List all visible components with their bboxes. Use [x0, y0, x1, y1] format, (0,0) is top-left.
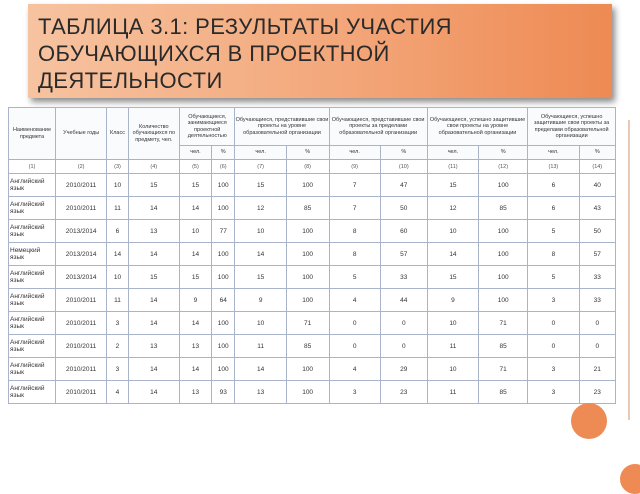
table-row: [9, 197, 616, 220]
column-number: (1): [9, 160, 56, 174]
table-cell: 8: [528, 243, 579, 266]
table-cell: 100: [286, 266, 329, 289]
unit-percent: %: [211, 146, 235, 160]
decorative-line: [628, 120, 630, 420]
table-cell: 11: [107, 197, 128, 220]
table-cell: 100: [211, 197, 235, 220]
cell-subject: Английский язык: [9, 335, 56, 358]
table-cell: 85: [479, 197, 528, 220]
table-cell: 6: [528, 174, 579, 197]
table-cell: 100: [286, 289, 329, 312]
column-number: (7): [235, 160, 286, 174]
table-cell: 14: [179, 197, 211, 220]
cell-subject: Немецкий язык: [9, 243, 56, 266]
table-body: [9, 174, 616, 404]
table-cell: 0: [380, 312, 427, 335]
table-cell: 10: [235, 220, 286, 243]
table-row: [9, 266, 616, 289]
table-cell: 10: [179, 220, 211, 243]
table-cell: 93: [211, 381, 235, 404]
unit-people: чел.: [179, 146, 211, 160]
table-cell: 100: [286, 243, 329, 266]
table-cell: 100: [479, 243, 528, 266]
table-cell: 10: [427, 358, 478, 381]
table-cell: 10: [235, 312, 286, 335]
table-cell: 100: [479, 289, 528, 312]
table-cell: 10: [107, 266, 128, 289]
table-cell: 33: [579, 289, 615, 312]
cell-subject: Английский язык: [9, 220, 56, 243]
column-number: (14): [579, 160, 615, 174]
table-cell: 0: [329, 312, 380, 335]
table-cell: 8: [329, 220, 380, 243]
table-cell: 100: [211, 312, 235, 335]
table-cell: 13: [235, 381, 286, 404]
table-cell: 14: [179, 358, 211, 381]
table-cell: 0: [528, 335, 579, 358]
table-cell: 11: [427, 381, 478, 404]
table-cell: 5: [528, 220, 579, 243]
table-cell: 33: [380, 266, 427, 289]
table-cell: 77: [211, 220, 235, 243]
table-cell: 71: [479, 312, 528, 335]
table-cell: 43: [579, 197, 615, 220]
table-cell: 3: [528, 381, 579, 404]
table-cell: 100: [211, 266, 235, 289]
cell-year: 2010/2011: [56, 289, 107, 312]
header-students: Количество обучающихся по предмету, чел.: [128, 108, 179, 160]
table-cell: 13: [128, 220, 179, 243]
table-cell: 15: [235, 266, 286, 289]
table-cell: 100: [479, 174, 528, 197]
table-cell: 15: [179, 174, 211, 197]
table-cell: 57: [579, 243, 615, 266]
table-cell: 3: [107, 358, 128, 381]
column-number: (12): [479, 160, 528, 174]
table-cell: 3: [528, 289, 579, 312]
header-class: Класс: [107, 108, 128, 160]
header-school: Обучающиеся, представившие свои проекты на уровне образовательной организации: [235, 108, 329, 146]
unit-people: чел.: [329, 146, 380, 160]
table-cell: 50: [380, 197, 427, 220]
table-cell: 14: [235, 358, 286, 381]
column-number: (6): [211, 160, 235, 174]
table-cell: 6: [107, 220, 128, 243]
table-cell: 14: [235, 243, 286, 266]
table-cell: 7: [329, 197, 380, 220]
table-cell: 9: [179, 289, 211, 312]
cell-year: 2013/2014: [56, 220, 107, 243]
table-cell: 100: [211, 243, 235, 266]
table-cell: 23: [380, 381, 427, 404]
cell-subject: Английский язык: [9, 312, 56, 335]
table-cell: 11: [427, 335, 478, 358]
table-cell: 12: [235, 197, 286, 220]
table-cell: 3: [107, 312, 128, 335]
table-cell: 50: [579, 220, 615, 243]
table-cell: 10: [427, 220, 478, 243]
table-cell: 44: [380, 289, 427, 312]
table-cell: 71: [286, 312, 329, 335]
table-cell: 100: [211, 174, 235, 197]
column-number: (13): [528, 160, 579, 174]
cell-year: 2013/2014: [56, 243, 107, 266]
column-number: (2): [56, 160, 107, 174]
table-cell: 11: [235, 335, 286, 358]
column-number: (4): [128, 160, 179, 174]
header-district: Обучающиеся, представившие свои проекты за пределами образовательной организации: [329, 108, 427, 146]
table-cell: 8: [329, 243, 380, 266]
table-cell: 7: [329, 174, 380, 197]
table-cell: 5: [329, 266, 380, 289]
table-cell: 71: [479, 358, 528, 381]
table-cell: 100: [286, 220, 329, 243]
table-cell: 14: [128, 197, 179, 220]
unit-people: чел.: [528, 146, 579, 160]
table-cell: 0: [579, 335, 615, 358]
unit-percent: %: [479, 146, 528, 160]
table-cell: 15: [128, 174, 179, 197]
cell-year: 2010/2011: [56, 197, 107, 220]
column-number: (3): [107, 160, 128, 174]
table-cell: 15: [179, 266, 211, 289]
column-number: (11): [427, 160, 478, 174]
table-cell: 4: [329, 358, 380, 381]
table-cell: 14: [128, 289, 179, 312]
table-cell: 85: [286, 197, 329, 220]
table-cell: 21: [579, 358, 615, 381]
table-cell: 0: [329, 335, 380, 358]
header-defended-out: Обучающиеся, успешно защитившие свои проекты за пределами образовательной организации: [528, 108, 616, 146]
table-row: [9, 358, 616, 381]
table-cell: 5: [528, 266, 579, 289]
cell-subject: Английский язык: [9, 381, 56, 404]
table-cell: 13: [179, 335, 211, 358]
table-cell: 14: [128, 358, 179, 381]
table-cell: 13: [128, 335, 179, 358]
table-cell: 14: [427, 243, 478, 266]
table-row: [9, 243, 616, 266]
cell-subject: Английский язык: [9, 197, 56, 220]
decorative-circle: [620, 464, 640, 494]
table-cell: 14: [128, 312, 179, 335]
table-cell: 14: [128, 243, 179, 266]
table-cell: 100: [211, 335, 235, 358]
title-line-3: ДЕЯТЕЛЬНОСТИ: [38, 68, 223, 93]
table-cell: 9: [427, 289, 478, 312]
table-cell: 14: [179, 243, 211, 266]
table-cell: 6: [528, 197, 579, 220]
table-cell: 0: [380, 335, 427, 358]
results-table: [8, 107, 616, 404]
cell-year: 2010/2011: [56, 312, 107, 335]
table-cell: 100: [479, 220, 528, 243]
column-number: (8): [286, 160, 329, 174]
cell-year: 2013/2014: [56, 266, 107, 289]
unit-people: чел.: [235, 146, 286, 160]
table-row: [9, 174, 616, 197]
table-cell: 13: [179, 381, 211, 404]
cell-year: 2010/2011: [56, 335, 107, 358]
title-line-2: ОБУЧАЮЩИХСЯ В ПРОЕКТНОЙ: [38, 41, 390, 66]
cell-subject: Английский язык: [9, 266, 56, 289]
table-cell: 85: [286, 335, 329, 358]
table-cell: 15: [235, 174, 286, 197]
column-number: (5): [179, 160, 211, 174]
cell-subject: Английский язык: [9, 174, 56, 197]
table-row: [9, 335, 616, 358]
table-row: [9, 312, 616, 335]
table-cell: 14: [179, 312, 211, 335]
cell-year: 2010/2011: [56, 358, 107, 381]
table-cell: 4: [329, 289, 380, 312]
table-cell: 33: [579, 266, 615, 289]
cell-subject: Английский язык: [9, 289, 56, 312]
table-cell: 57: [380, 243, 427, 266]
table-cell: 100: [211, 358, 235, 381]
table-cell: 10: [107, 174, 128, 197]
table-cell: 47: [380, 174, 427, 197]
table-cell: 85: [479, 381, 528, 404]
table-cell: 15: [427, 266, 478, 289]
table-cell: 10: [427, 312, 478, 335]
table-cell: 60: [380, 220, 427, 243]
column-number: (9): [329, 160, 380, 174]
results-table-container: [8, 107, 616, 410]
table-cell: 0: [528, 312, 579, 335]
table-cell: 11: [107, 289, 128, 312]
table-cell: 85: [479, 335, 528, 358]
table-cell: 0: [579, 312, 615, 335]
table-cell: 15: [427, 174, 478, 197]
table-cell: 14: [107, 243, 128, 266]
header-engaged: Обучающиеся, занимающиеся проектной деятельностью: [179, 108, 235, 146]
table-cell: 29: [380, 358, 427, 381]
table-cell: 100: [479, 266, 528, 289]
table-cell: 2: [107, 335, 128, 358]
cell-year: 2010/2011: [56, 381, 107, 404]
table-cell: 15: [128, 266, 179, 289]
table-cell: 100: [286, 358, 329, 381]
table-cell: 3: [329, 381, 380, 404]
cell-subject: Английский язык: [9, 358, 56, 381]
cell-year: 2010/2011: [56, 174, 107, 197]
table-cell: 14: [128, 381, 179, 404]
title-line-1: ТАБЛИЦА 3.1: РЕЗУЛЬТАТЫ УЧАСТИЯ: [38, 14, 452, 39]
column-number: (10): [380, 160, 427, 174]
decorative-circle: [571, 403, 607, 439]
table-cell: 12: [427, 197, 478, 220]
table-cell: 64: [211, 289, 235, 312]
header-defended-in: Обучающиеся, успешно защитившие свои проекты на уровне образовательной организации: [427, 108, 527, 146]
table-cell: 40: [579, 174, 615, 197]
table-cell: 9: [235, 289, 286, 312]
table-cell: 4: [107, 381, 128, 404]
table-row: [9, 220, 616, 243]
header-year: Учебные годы: [56, 108, 107, 160]
table-row: [9, 289, 616, 312]
unit-people: чел.: [427, 146, 478, 160]
unit-percent: %: [286, 146, 329, 160]
unit-percent: %: [579, 146, 615, 160]
table-row: [9, 381, 616, 404]
unit-percent: %: [380, 146, 427, 160]
table-cell: 100: [286, 381, 329, 404]
header-subject: Наименование предмета: [9, 108, 56, 160]
table-cell: 3: [528, 358, 579, 381]
table-cell: 100: [286, 174, 329, 197]
table-cell: 23: [579, 381, 615, 404]
slide-title: [28, 4, 612, 98]
